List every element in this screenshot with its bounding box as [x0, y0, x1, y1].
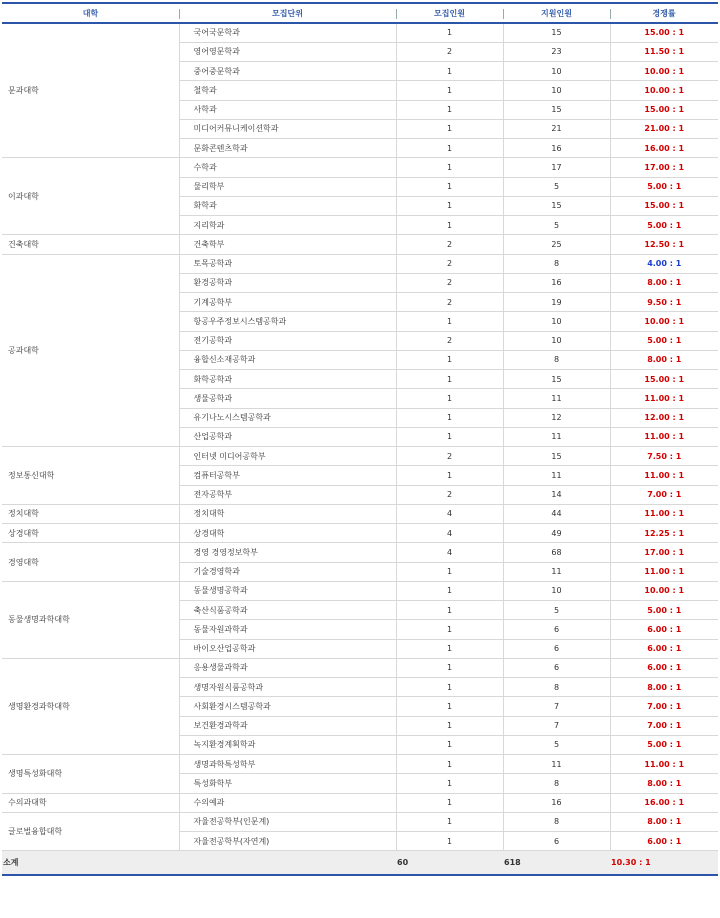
recruit-cell: 2 — [396, 447, 503, 466]
table-row — [2, 158, 718, 177]
ratio-cell: 7.00 : 1 — [610, 485, 718, 504]
unit-cell: 축산식품공학과 — [179, 601, 396, 620]
applicants-cell: 11 — [503, 755, 610, 774]
unit-cell: 상경대학 — [179, 524, 396, 543]
unit-cell: 항공우주정보시스템공학과 — [179, 312, 396, 331]
unit-cell: 영어영문학과 — [179, 42, 396, 61]
ratio-cell: 11.00 : 1 — [610, 755, 718, 774]
applicants-cell: 6 — [503, 639, 610, 658]
unit-cell: 지리학과 — [179, 216, 396, 235]
unit-cell: 보건환경과학과 — [179, 716, 396, 735]
recruit-cell: 1 — [396, 678, 503, 697]
unit-cell: 유기나노시스템공학과 — [179, 408, 396, 427]
unit-cell: 전자공학부 — [179, 485, 396, 504]
unit-cell: 자율전공학부(자연계) — [179, 832, 396, 851]
ratio-cell: 11.00 : 1 — [610, 389, 718, 408]
unit-cell: 컴퓨터공학부 — [179, 466, 396, 485]
applicants-cell: 21 — [503, 119, 610, 138]
ratio-cell: 12.25 : 1 — [610, 524, 718, 543]
recruit-cell: 1 — [396, 119, 503, 138]
college-cell: 생명특성화대학 — [2, 755, 179, 794]
recruit-cell: 1 — [396, 562, 503, 581]
header-applicants: 지원인원 — [503, 3, 610, 23]
recruit-cell: 1 — [396, 793, 503, 812]
ratio-cell: 7.00 : 1 — [610, 716, 718, 735]
recruit-cell: 1 — [396, 158, 503, 177]
ratio-cell: 6.00 : 1 — [610, 832, 718, 851]
applicants-cell: 68 — [503, 543, 610, 562]
college-cell: 경영대학 — [2, 543, 179, 582]
unit-cell: 생물공학과 — [179, 389, 396, 408]
unit-cell: 화학공학과 — [179, 370, 396, 389]
ratio-cell: 15.00 : 1 — [610, 196, 718, 215]
applicants-cell: 15 — [503, 196, 610, 215]
total-row — [2, 851, 718, 876]
unit-cell: 사학과 — [179, 100, 396, 119]
header-ratio: 경쟁률 — [610, 3, 718, 23]
table-row — [2, 447, 718, 466]
recruit-cell: 1 — [396, 735, 503, 754]
table-row — [2, 793, 718, 812]
applicants-cell: 8 — [503, 678, 610, 697]
recruit-cell: 4 — [396, 543, 503, 562]
recruit-cell: 1 — [396, 81, 503, 100]
table-row — [2, 235, 718, 254]
table-row — [2, 254, 718, 273]
unit-cell: 동물자원과학과 — [179, 620, 396, 639]
total-recruit: 60 — [396, 851, 503, 876]
unit-cell: 바이오산업공학과 — [179, 639, 396, 658]
applicants-cell: 11 — [503, 466, 610, 485]
recruit-cell: 1 — [396, 832, 503, 851]
ratio-cell: 12.00 : 1 — [610, 408, 718, 427]
applicants-cell: 19 — [503, 293, 610, 312]
ratio-cell: 7.50 : 1 — [610, 447, 718, 466]
ratio-cell: 5.00 : 1 — [610, 331, 718, 350]
ratio-cell: 6.00 : 1 — [610, 658, 718, 677]
unit-cell: 특성화학부 — [179, 774, 396, 793]
recruit-cell: 1 — [396, 100, 503, 119]
ratio-cell: 11.00 : 1 — [610, 562, 718, 581]
ratio-cell: 16.00 : 1 — [610, 793, 718, 812]
recruit-cell: 1 — [396, 389, 503, 408]
applicants-cell: 14 — [503, 485, 610, 504]
ratio-cell: 15.00 : 1 — [610, 370, 718, 389]
unit-cell: 물리학부 — [179, 177, 396, 196]
applicants-cell: 12 — [503, 408, 610, 427]
ratio-cell: 17.00 : 1 — [610, 543, 718, 562]
college-cell: 동물생명과학대학 — [2, 581, 179, 658]
unit-cell: 중어중문학과 — [179, 62, 396, 81]
ratio-cell: 10.00 : 1 — [610, 62, 718, 81]
ratio-cell: 5.00 : 1 — [610, 177, 718, 196]
recruit-cell: 1 — [396, 812, 503, 831]
ratio-cell: 10.00 : 1 — [610, 581, 718, 600]
applicants-cell: 6 — [503, 832, 610, 851]
applicants-cell: 23 — [503, 42, 610, 61]
applicants-cell: 10 — [503, 312, 610, 331]
ratio-cell: 11.00 : 1 — [610, 504, 718, 523]
ratio-cell: 5.00 : 1 — [610, 735, 718, 754]
unit-cell: 인터넷 미디어공학부 — [179, 447, 396, 466]
applicants-cell: 5 — [503, 601, 610, 620]
applicants-cell: 10 — [503, 331, 610, 350]
applicants-cell: 16 — [503, 793, 610, 812]
recruit-cell: 1 — [396, 370, 503, 389]
recruit-cell: 2 — [396, 485, 503, 504]
header-recruit: 모집인원 — [396, 3, 503, 23]
recruit-cell: 1 — [396, 23, 503, 42]
applicants-cell: 44 — [503, 504, 610, 523]
unit-cell: 생명과학특성학부 — [179, 755, 396, 774]
applicants-cell: 8 — [503, 254, 610, 273]
applicants-cell: 16 — [503, 139, 610, 158]
recruit-cell: 2 — [396, 42, 503, 61]
table-row — [2, 543, 718, 562]
unit-cell: 문화콘텐츠학과 — [179, 139, 396, 158]
header-college: 대학 — [2, 3, 179, 23]
recruit-cell: 1 — [396, 216, 503, 235]
college-cell: 공과대학 — [2, 254, 179, 447]
college-cell: 이과대학 — [2, 158, 179, 235]
unit-cell: 전기공학과 — [179, 331, 396, 350]
unit-cell: 미디어커뮤니케이션학과 — [179, 119, 396, 138]
unit-cell: 수의예과 — [179, 793, 396, 812]
table-row — [2, 504, 718, 523]
applicants-cell: 15 — [503, 100, 610, 119]
applicants-cell: 5 — [503, 177, 610, 196]
ratio-cell: 8.00 : 1 — [610, 678, 718, 697]
unit-cell: 건축학부 — [179, 235, 396, 254]
college-cell: 수의과대학 — [2, 793, 179, 812]
table-row — [2, 581, 718, 600]
table-body — [2, 23, 718, 851]
table-row — [2, 524, 718, 543]
table-row — [2, 755, 718, 774]
college-cell: 상경대학 — [2, 524, 179, 543]
recruit-cell: 1 — [396, 196, 503, 215]
recruit-cell: 2 — [396, 293, 503, 312]
unit-cell: 국어국문학과 — [179, 23, 396, 42]
recruit-cell: 1 — [396, 350, 503, 369]
recruit-cell: 1 — [396, 755, 503, 774]
table-row — [2, 23, 718, 42]
recruit-cell: 1 — [396, 658, 503, 677]
recruit-cell: 1 — [396, 601, 503, 620]
ratio-cell: 11.00 : 1 — [610, 466, 718, 485]
ratio-cell: 10.00 : 1 — [610, 81, 718, 100]
admission-table — [2, 2, 718, 876]
applicants-cell: 10 — [503, 62, 610, 81]
unit-cell: 기술경영학과 — [179, 562, 396, 581]
applicants-cell: 7 — [503, 697, 610, 716]
applicants-cell: 8 — [503, 774, 610, 793]
applicants-cell: 49 — [503, 524, 610, 543]
unit-cell: 토목공학과 — [179, 254, 396, 273]
applicants-cell: 5 — [503, 735, 610, 754]
unit-cell: 자율전공학부(인문계) — [179, 812, 396, 831]
unit-cell: 수학과 — [179, 158, 396, 177]
college-cell: 정치대학 — [2, 504, 179, 523]
ratio-cell: 6.00 : 1 — [610, 620, 718, 639]
ratio-cell: 7.00 : 1 — [610, 697, 718, 716]
ratio-cell: 10.00 : 1 — [610, 312, 718, 331]
ratio-cell: 8.00 : 1 — [610, 812, 718, 831]
college-cell: 생명환경과학대학 — [2, 658, 179, 754]
total-label: 소계 — [2, 851, 396, 876]
unit-cell: 녹지환경계획학과 — [179, 735, 396, 754]
unit-cell: 동물생명공학과 — [179, 581, 396, 600]
total-ratio: 10.30 : 1 — [610, 851, 718, 876]
recruit-cell: 4 — [396, 524, 503, 543]
applicants-cell: 11 — [503, 562, 610, 581]
table-row — [2, 812, 718, 831]
recruit-cell: 1 — [396, 716, 503, 735]
applicants-cell: 8 — [503, 350, 610, 369]
recruit-cell: 1 — [396, 312, 503, 331]
ratio-cell: 8.00 : 1 — [610, 350, 718, 369]
ratio-cell: 21.00 : 1 — [610, 119, 718, 138]
ratio-cell: 4.00 : 1 — [610, 254, 718, 273]
unit-cell: 정치대학 — [179, 504, 396, 523]
applicants-cell: 11 — [503, 427, 610, 446]
recruit-cell: 2 — [396, 254, 503, 273]
header-unit: 모집단위 — [179, 3, 396, 23]
recruit-cell: 1 — [396, 581, 503, 600]
unit-cell: 생명자원식품공학과 — [179, 678, 396, 697]
ratio-cell: 15.00 : 1 — [610, 100, 718, 119]
unit-cell: 철학과 — [179, 81, 396, 100]
ratio-cell: 12.50 : 1 — [610, 235, 718, 254]
applicants-cell: 25 — [503, 235, 610, 254]
unit-cell: 화학과 — [179, 196, 396, 215]
unit-cell: 환경공학과 — [179, 273, 396, 292]
recruit-cell: 1 — [396, 774, 503, 793]
applicants-cell: 16 — [503, 273, 610, 292]
applicants-cell: 10 — [503, 81, 610, 100]
unit-cell: 사회환경시스템공학과 — [179, 697, 396, 716]
college-cell: 글로벌융합대학 — [2, 812, 179, 851]
ratio-cell: 15.00 : 1 — [610, 23, 718, 42]
ratio-cell: 17.00 : 1 — [610, 158, 718, 177]
unit-cell: 융합신소재공학과 — [179, 350, 396, 369]
ratio-cell: 11.50 : 1 — [610, 42, 718, 61]
unit-cell: 응용생물과학과 — [179, 658, 396, 677]
applicants-cell: 15 — [503, 23, 610, 42]
applicants-cell: 6 — [503, 658, 610, 677]
ratio-cell: 9.50 : 1 — [610, 293, 718, 312]
recruit-cell: 1 — [396, 62, 503, 81]
ratio-cell: 8.00 : 1 — [610, 774, 718, 793]
applicants-cell: 5 — [503, 216, 610, 235]
applicants-cell: 8 — [503, 812, 610, 831]
recruit-cell: 1 — [396, 466, 503, 485]
college-cell: 건축대학 — [2, 235, 179, 254]
recruit-cell: 2 — [396, 273, 503, 292]
college-cell: 정보통신대학 — [2, 447, 179, 505]
recruit-cell: 4 — [396, 504, 503, 523]
applicants-cell: 17 — [503, 158, 610, 177]
recruit-cell: 1 — [396, 427, 503, 446]
applicants-cell: 15 — [503, 447, 610, 466]
unit-cell: 경영 경영정보학부 — [179, 543, 396, 562]
applicants-cell: 10 — [503, 581, 610, 600]
recruit-cell: 1 — [396, 697, 503, 716]
applicants-cell: 15 — [503, 370, 610, 389]
recruit-cell: 1 — [396, 408, 503, 427]
college-cell: 문과대학 — [2, 23, 179, 158]
ratio-cell: 16.00 : 1 — [610, 139, 718, 158]
recruit-cell: 2 — [396, 331, 503, 350]
ratio-cell: 6.00 : 1 — [610, 639, 718, 658]
recruit-cell: 1 — [396, 620, 503, 639]
ratio-cell: 11.00 : 1 — [610, 427, 718, 446]
unit-cell: 기계공학부 — [179, 293, 396, 312]
ratio-cell: 8.00 : 1 — [610, 273, 718, 292]
applicants-cell: 6 — [503, 620, 610, 639]
total-applicants: 618 — [503, 851, 610, 876]
applicants-cell: 11 — [503, 389, 610, 408]
ratio-cell: 5.00 : 1 — [610, 601, 718, 620]
recruit-cell: 1 — [396, 639, 503, 658]
unit-cell: 산업공학과 — [179, 427, 396, 446]
recruit-cell: 1 — [396, 139, 503, 158]
table-row — [2, 658, 718, 677]
ratio-cell: 5.00 : 1 — [610, 216, 718, 235]
applicants-cell: 7 — [503, 716, 610, 735]
header-row — [2, 3, 718, 23]
recruit-cell: 2 — [396, 235, 503, 254]
recruit-cell: 1 — [396, 177, 503, 196]
